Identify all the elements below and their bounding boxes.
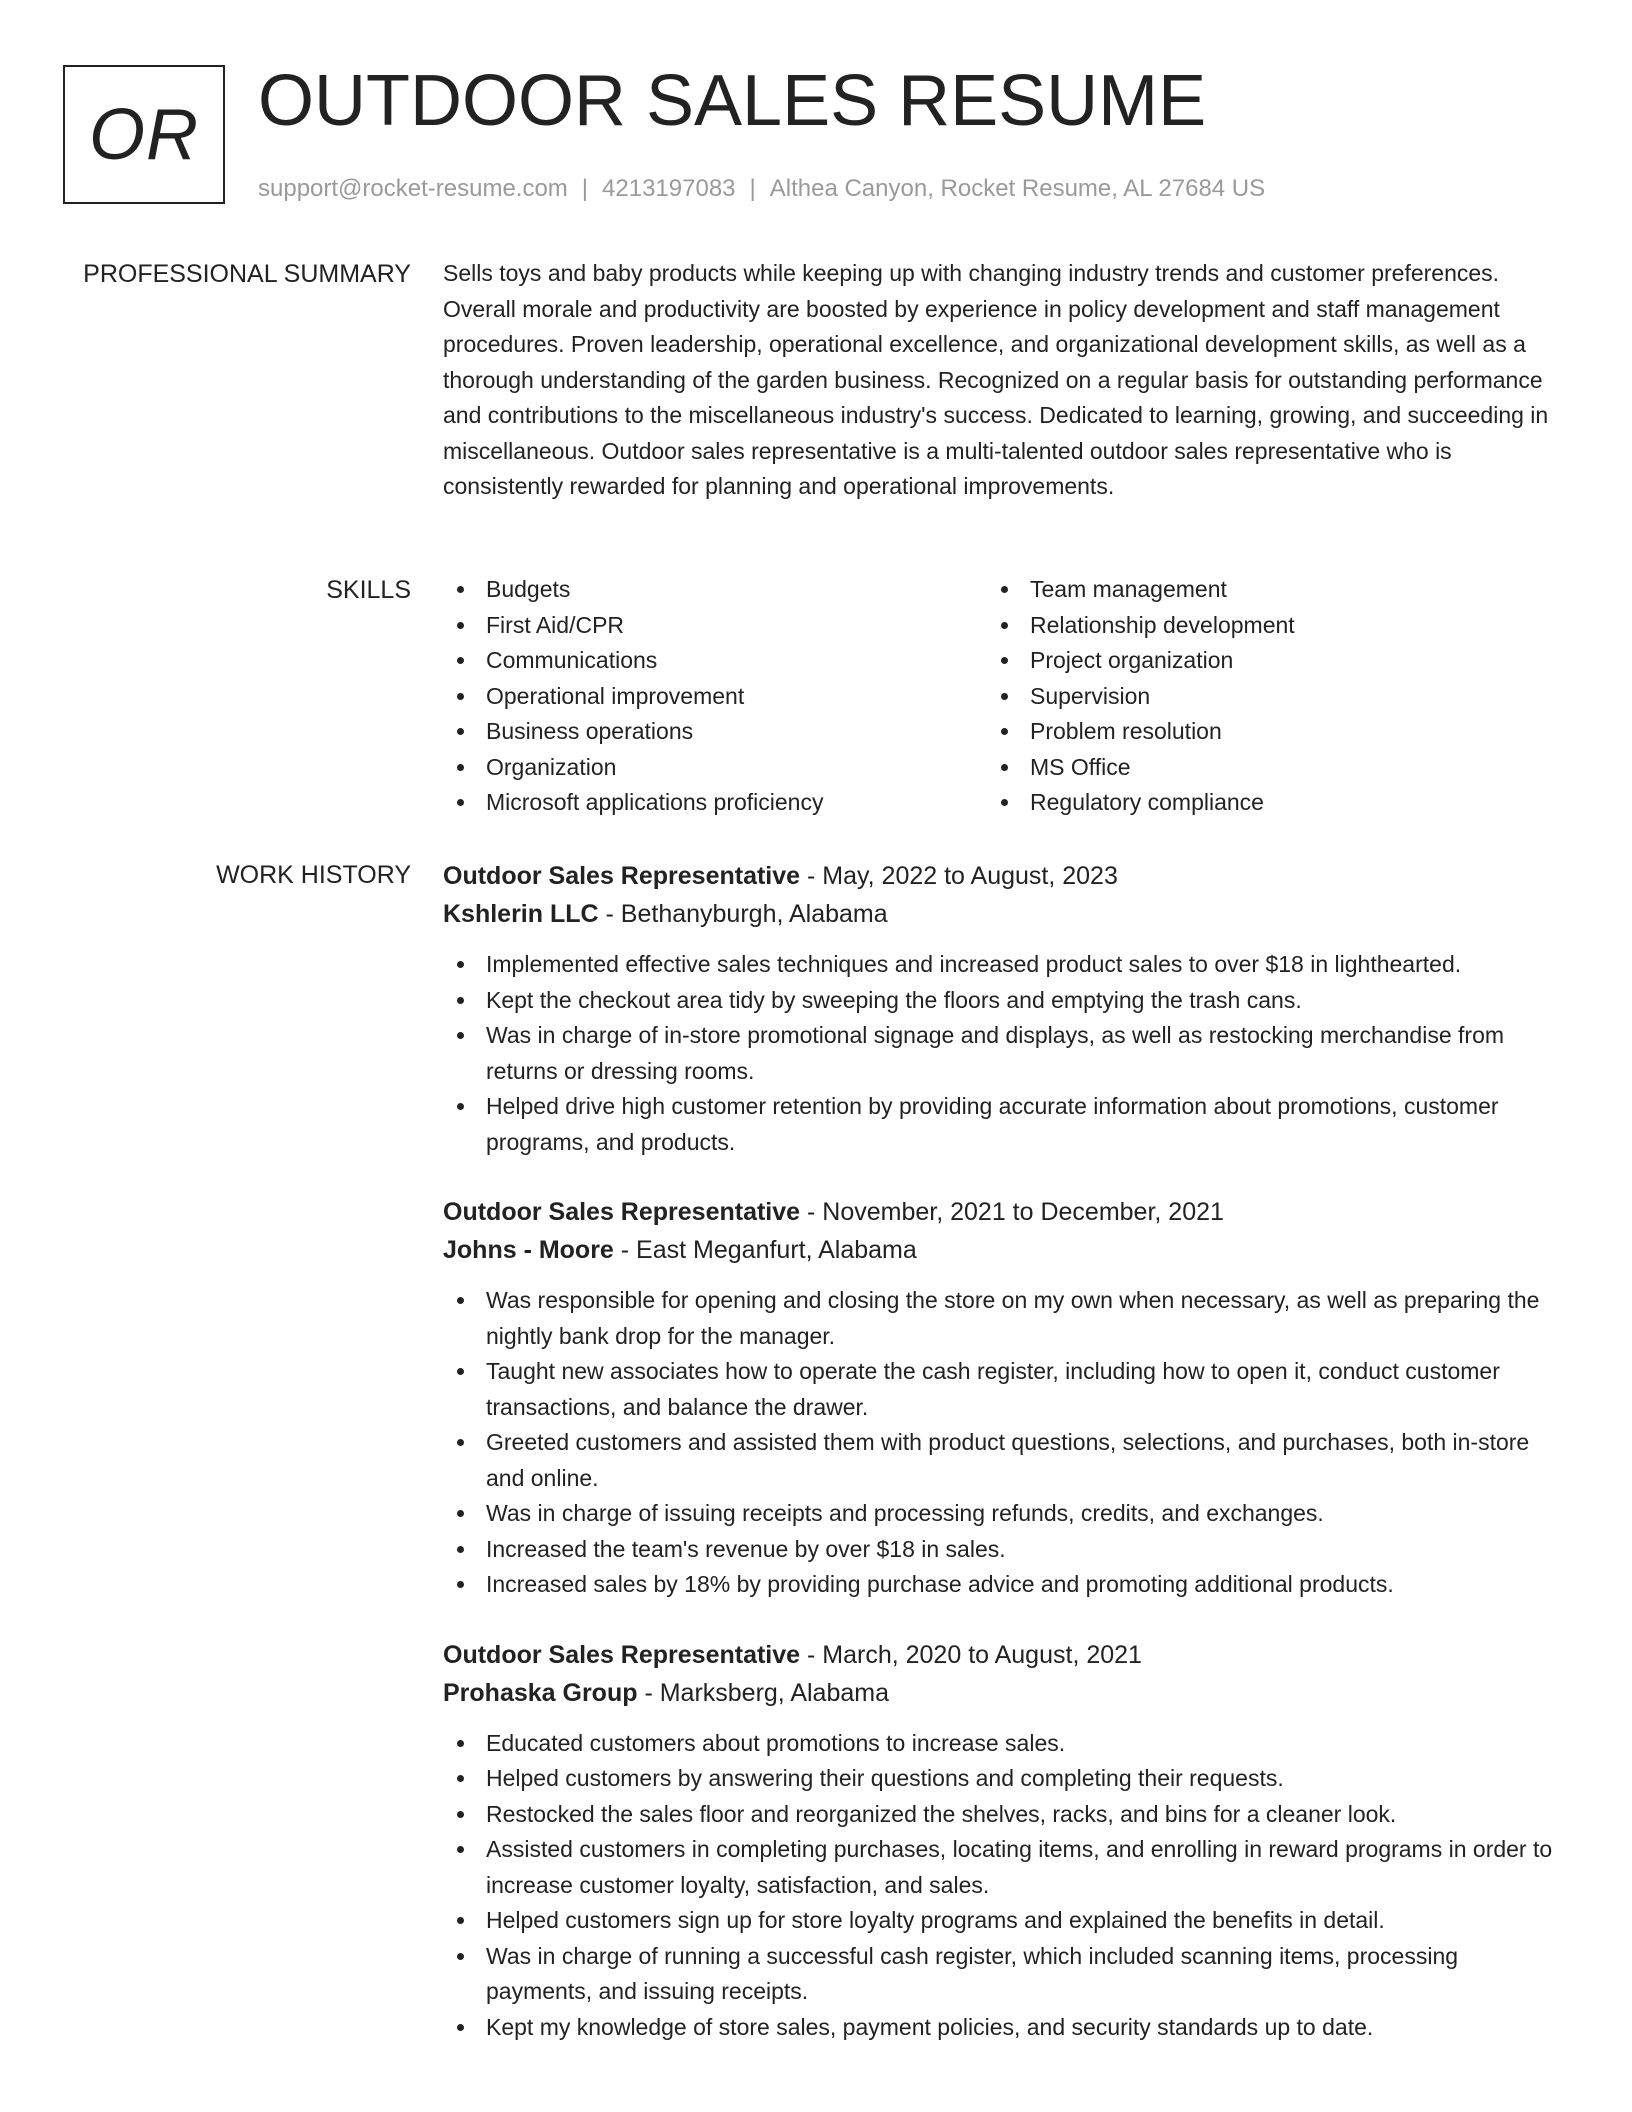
- job-dates: - November, 2021 to December, 2021: [800, 1198, 1224, 1226]
- skill-item: Business operations: [443, 714, 987, 750]
- job-company-line: [443, 1231, 1553, 1269]
- job-bullet: Was in charge of in-store promotional signage and displays, as well as restocking merchandise from returns or dressing rooms.: [443, 1018, 1553, 1089]
- job-location: - Marksberg, Alabama: [637, 1678, 889, 1707]
- job-bullet: Increased sales by 18% by providing purchase advice and promoting additional products.: [443, 1567, 1553, 1603]
- job-bullet: Implemented effective sales techniques and increased product sales to over $18 in lighthearted.: [443, 947, 1553, 983]
- work-history-heading: WORK HISTORY: [216, 861, 411, 889]
- skill-item: Problem resolution: [987, 714, 1531, 750]
- skills-heading: SKILLS: [326, 576, 411, 604]
- job-title-line: [443, 857, 1553, 895]
- job-bullet: Taught new associates how to operate the cash register, including how to open it, conduct customer transactions, and balance the drawer.: [443, 1354, 1553, 1425]
- job-title-line: [443, 1193, 1553, 1231]
- skill-item: Microsoft applications proficiency: [443, 785, 987, 821]
- job-bullet: Helped customers sign up for store loyalty programs and explained the benefits in detail.: [443, 1903, 1553, 1939]
- summary-body: [443, 256, 1553, 505]
- skill-item: Project organization: [987, 643, 1531, 679]
- job-title: Outdoor Sales Representative: [443, 1640, 801, 1669]
- job-bullet: Was responsible for opening and closing the store on my own when necessary, as well as preparing the nightly bank drop for the manager.: [443, 1283, 1553, 1354]
- job-entry: [443, 1636, 1553, 2046]
- job-entry: [443, 857, 1553, 1160]
- skill-item: Organization: [443, 750, 987, 786]
- job-bullet: Helped customers by answering their questions and completing their requests.: [443, 1761, 1553, 1797]
- contact-phone: 4213197083: [602, 175, 736, 202]
- skill-item: Communications: [443, 643, 987, 679]
- skill-item: Team management: [987, 572, 1531, 608]
- job-bullet: Increased the team's revenue by over $18 in sales.: [443, 1532, 1553, 1568]
- contact-line: [258, 172, 1265, 206]
- job-company: Prohaska Group: [443, 1678, 638, 1707]
- work-history-body: [443, 857, 1553, 2045]
- job-entry: [443, 1193, 1553, 1603]
- job-title-line: [443, 1636, 1553, 1674]
- job-bullet: Helped drive high customer retention by providing accurate information about promotions, customer programs, and products.: [443, 1089, 1553, 1160]
- job-bullet: Was in charge of running a successful cash register, which included scanning items, processing payments, and issuing receipts.: [443, 1939, 1553, 2010]
- job-bullets: [443, 1726, 1553, 2046]
- summary-text: Sells toys and baby products while keeping up with changing industry trends and customer preferences. Overall morale and productivity are boosted by experience in policy development and staff management procedures. Proven leadership, operational excellence, and organizational development skills, as well as a thorough understanding of the garden business. Recognized on a regular basis for outstanding performance and contributions to the miscellaneous industry's success. Dedicated to learning, growing, and succeeding in miscellaneous. Outdoor sales representative is a multi-talented outdoor sales representative who is consistently rewarded for planning and operational improvements.: [443, 260, 1549, 499]
- job-bullet: Educated customers about promotions to increase sales.: [443, 1726, 1553, 1762]
- skill-item: Relationship development: [987, 608, 1531, 644]
- skills-list: [443, 572, 1553, 821]
- job-location: - Bethanyburgh, Alabama: [598, 900, 888, 928]
- job-dates: - March, 2020 to August, 2021: [800, 1640, 1142, 1669]
- job-company: Kshlerin LLC: [443, 900, 599, 928]
- job-bullets: [443, 947, 1553, 1160]
- job-title: Outdoor Sales Representative: [443, 1198, 801, 1226]
- summary-heading: PROFESSIONAL SUMMARY: [83, 260, 411, 288]
- contact-separator: |: [749, 175, 756, 202]
- job-bullet: Was in charge of issuing receipts and processing refunds, credits, and exchanges.: [443, 1496, 1553, 1532]
- skill-item: Supervision: [987, 679, 1531, 715]
- job-company-line: [443, 895, 1553, 933]
- skill-item: First Aid/CPR: [443, 608, 987, 644]
- skill-item: Operational improvement: [443, 679, 987, 715]
- skill-item: Budgets: [443, 572, 987, 608]
- resume-title: OUTDOOR SALES RESUME: [258, 61, 1207, 141]
- job-title: Outdoor Sales Representative: [443, 862, 801, 890]
- contact-email: support@rocket-resume.com: [258, 175, 568, 202]
- job-location: - East Meganfurt, Alabama: [613, 1236, 917, 1264]
- monogram-box: [63, 65, 225, 204]
- skills-body: [443, 572, 1553, 821]
- monogram-initials: OR: [89, 94, 199, 175]
- job-dates: - May, 2022 to August, 2023: [800, 862, 1118, 890]
- job-bullet: Restocked the sales floor and reorganized the shelves, racks, and bins for a cleaner look.: [443, 1797, 1553, 1833]
- job-bullet: Kept my knowledge of store sales, payment policies, and security standards up to date.: [443, 2010, 1553, 2046]
- job-bullet: Greeted customers and assisted them with product questions, selections, and purchases, both in-store and online.: [443, 1425, 1553, 1496]
- job-company: Johns - Moore: [443, 1236, 614, 1264]
- contact-address: Althea Canyon, Rocket Resume, AL 27684 US: [769, 175, 1266, 202]
- job-bullet: Kept the checkout area tidy by sweeping the floors and emptying the trash cans.: [443, 983, 1553, 1019]
- job-company-line: [443, 1674, 1553, 1712]
- job-bullets: [443, 1283, 1553, 1603]
- contact-separator: |: [581, 175, 589, 202]
- skill-item: Regulatory compliance: [987, 785, 1531, 821]
- skill-item: MS Office: [987, 750, 1531, 786]
- job-bullet: Assisted customers in completing purchases, locating items, and enrolling in reward programs in order to increase customer loyalty, satisfaction, and sales.: [443, 1832, 1553, 1903]
